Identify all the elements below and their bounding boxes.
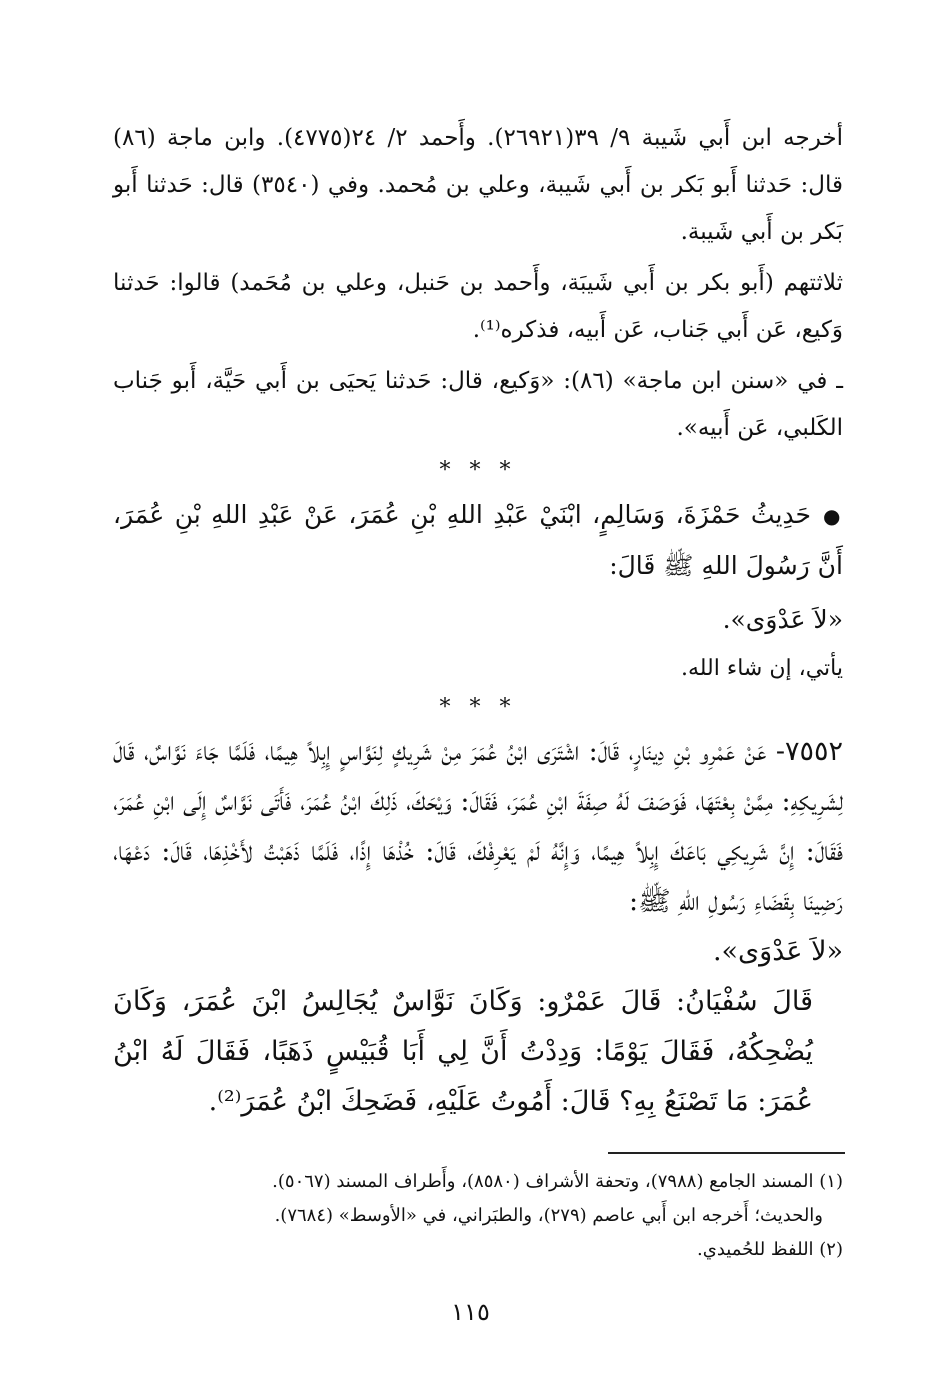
page-number: ١١٥ bbox=[451, 1298, 490, 1326]
section-divider-1: * * * bbox=[439, 458, 517, 483]
takhrij-paragraph-2: ثلاثتهم (أَبو بكر بن أَبي شَيبَة، وأَحمد بن حَنبل، وعلي بن مُحَمد) قالوا: حَدثنا وَكيع، عَن أَبي جَناب، عَن أَبيه، فذكره⁽¹⁾. bbox=[113, 270, 843, 343]
takhrij-paragraph-1: أخرجه ابن أَبي شَيبة ٩/ ٣٩(٢٦٩٢١). وأَحمد ٢/ ٢٤(٤٧٧٥). وابن ماجة (٨٦) قال: حَدثنا أَبو بَكر بن أَبي شَيبة، وعلي بن مُحمد. وفي (٣٥٤٠) قال: حَدثنا أَبو بَكر بن أَبي شَيبة. bbox=[113, 125, 844, 245]
footnote-2: (٢) اللفظ للحُميدي. bbox=[697, 1239, 843, 1260]
hadith-7552 bbox=[113, 727, 843, 1127]
section-divider-2: * * * bbox=[439, 695, 517, 720]
hadith-hamza-salim-text: حَدِيثُ حَمْزَةَ، وَسَالِمٍ، ابْنَيْ عَبْدِ اللهِ بْنِ عُمَرَ، عَنْ عَبْدِ اللهِ بْنِ عُمَرَ، أَنَّ رَسُولَ اللهِ ﷺ قَالَ: bbox=[113, 500, 843, 580]
footnote-separator bbox=[608, 1152, 845, 1154]
bullet-icon: ● bbox=[823, 504, 844, 528]
hadith-quote-1: «لاَ عَدْوَى». bbox=[722, 605, 843, 634]
hadith-note: يأتي، إن شاء الله. bbox=[680, 656, 843, 681]
hadith-7552-text: ٧٥٥٢- عَنْ عَمْرِو بْنِ دِينَارٍ، قَالَ: اشْتَرَى ابْنُ عُمَرَ مِنْ شَرِيكٍ لِنَوَّاسٍ إِبِلاً هِيمًا، فَلَمَّا جَاءَ نَوَّاسٌ، قَالَ لِشَرِيكِهِ: مِمَّنْ بِعْتَهَا، فَوَصَفَ لَهُ صِفَةَ ابْنِ عُمَرَ، فَقَالَ: وَيْحَكَ، ذَلِكَ ابْنُ عُمَرَ، فَأَتَى نَوَّاسٌ إِلَى ابْنِ عُمَرَ، فَقَالَ: إِنَّ شَرِيكِي بَاعَكَ إِبِلاً هِيمًا، وَإِنَّهُ لَمْ يَعْرِفْكَ، قَالَ: خُذْهَا إِذًا، فَلَمَّا ذَهَبْتُ لأَخْذِهَا، قَالَ: دَعْهَا، رَضِينَا بِقَضَاءِ رَسُولِ اللهِ ﷺ: bbox=[113, 736, 843, 917]
takhrij-paragraph-3: ـ في «سنن ابن ماجة» (٨٦): «وَكيع، قال: حَدثنا يَحيَى بن أَبي حَيَّة، أَبو جَناب الكَلبي، عَن أَبيه». bbox=[113, 368, 843, 441]
hadith-7552-tail: قَالَ سُفْيَانُ: قَالَ عَمْرٌو: وَكَانَ نَوَّاسٌ يُجَالِسُ ابْنَ عُمَرَ، وَكَانَ يُضْحِكُهُ، فَقَالَ يَوْمًا: وَدِدْتُ أَنَّ لِي أَبَا قُبَيْسٍ ذَهَبًا، فَقَالَ لَهُ ابْنُ عُمَرَ: مَا تَصْنَعُ بِهِ؟ قَالَ: أَمُوتُ عَلَيْهِ، فَضَحِكَ ابْنُ عُمَرَ⁽²⁾. bbox=[113, 986, 813, 1117]
hadith-quote-2: «لاَ عَدْوَى». bbox=[712, 936, 843, 967]
footnote-1-continuation: والحديث؛ أَخرجه ابن أَبي عاصم (٢٧٩)، والطبَراني، في «الأوسط» (٧٦٨٤). bbox=[274, 1205, 823, 1226]
footnotes bbox=[113, 1165, 843, 1267]
footnote-1: (١) المسند الجامع (٧٩٨٨)، وتحفة الأشراف (٨٥٨٠)، وأَطراف المسند (٥٠٦٧). bbox=[272, 1171, 843, 1192]
main-text bbox=[113, 115, 843, 1127]
hadith-hamza-salim bbox=[113, 490, 843, 591]
